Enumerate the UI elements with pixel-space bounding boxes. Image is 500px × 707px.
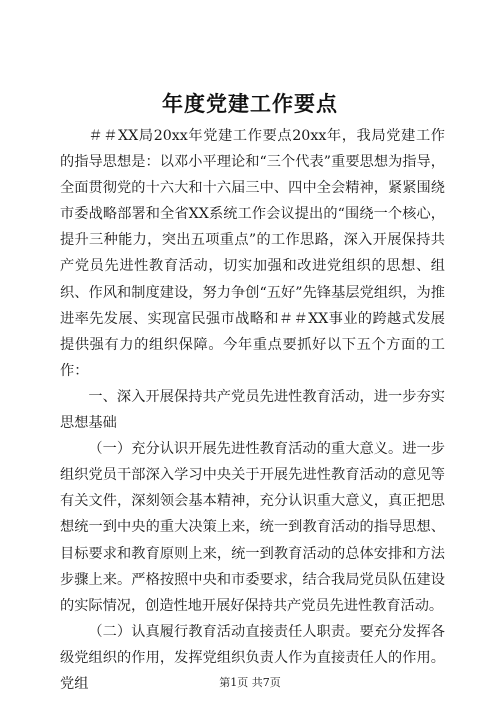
document-body: [60, 123, 445, 697]
section-heading-1: 一、深入开展保持共产党员先进性教育活动，进一步夯实思想基础: [60, 388, 445, 432]
paragraph-item-2: （二）认真履行教育活动直接责任人职责。要充分发挥各级党组织的作用，发挥党组织负责人作为直接责任人的作用。党组: [60, 623, 445, 692]
paragraph-intro: ＃＃XX局20xx年党建工作要点20xx年，我局党建工作的指导思想是：以邓小平理论和“三个代表”重要思想为指导，全面贯彻党的十六大和十六届三中、四中全会精神，紧紧围绕市委战略部署和全省XX系统工作会议提出的“围绕一个核心，提升三种能力，突出五项重点”的工作思路，深入开展保持共产党员先进性教育活动，切实加强和改进党组织的思想、组织、作风和制度建设，努力争创“五好”先锋基层党组织，为推进率先发展、实现富民强市战略和＃＃XX事业的跨越式发展提供强有力的组织保障。今年重点要抓好以下五个方面的工作：: [60, 128, 445, 379]
page-number: 第1页 共7页: [219, 676, 281, 689]
document-title: 年度党建工作要点: [162, 91, 338, 116]
paragraph-item-1: （一）充分认识开展先进性教育活动的重大意义。进一步组织党员干部深入学习中央关于开展先进性教育活动的意见等有关文件，深刻领会基本精神，充分认识重大意义，真正把思想统一到中央的重大决策上来，统一到教育活动的指导思想、目标要求和教育原则上来，统一到教育活动的总体安排和方法步骤上来。严格按照中央和市委要求，结合我局党员队伍建设的实际情况，创造性地开展好保持共产党员先进性教育活动。: [60, 441, 445, 614]
